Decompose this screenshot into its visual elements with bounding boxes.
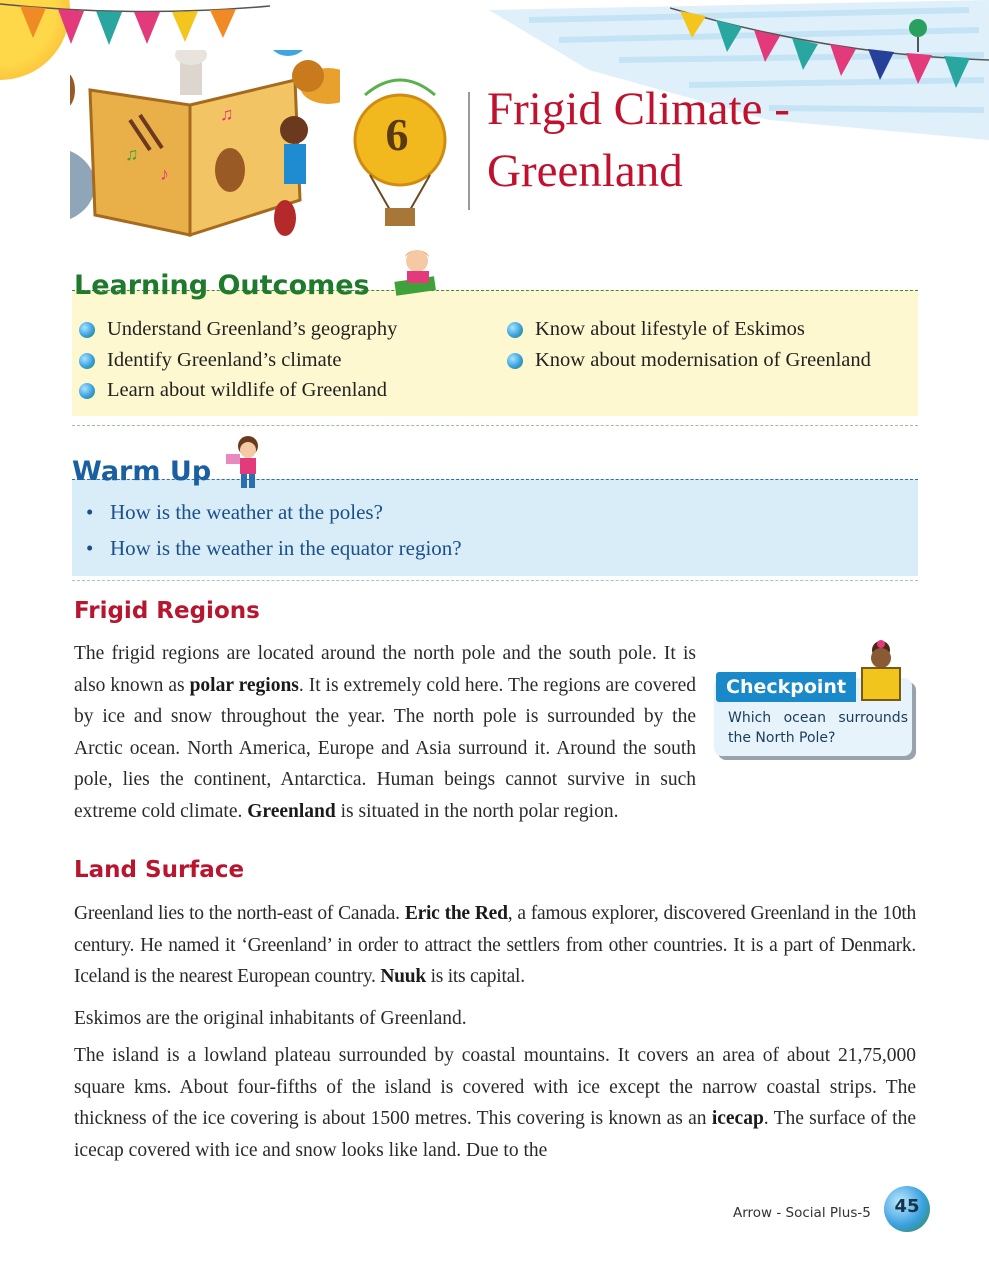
list-item: Learn about wildlife of Greenland (72, 375, 397, 406)
globe-bullet-icon (507, 353, 523, 369)
section-heading-land-surface: Land Surface (74, 857, 245, 883)
list-item: Know about lifestyle of Eskimos (500, 314, 871, 345)
chapter-title-line2: Greenland (487, 145, 683, 197)
list-item: Identify Greenland’s climate (72, 345, 397, 376)
learning-outcomes-list-right (500, 314, 871, 375)
globe-bullet-icon (507, 322, 523, 338)
checkpoint-box (712, 638, 922, 768)
frigid-regions-paragraph: Checkpoint Which ocean surrounds the North Pole? The frigid regions are located around the north pole and the south pole. It is also known as polar regions. It is extremely cold here. The regions are covered by ice and snow throughout the year. The north pole is surrounded by the Arctic ocean. North America, Europe and Asia surround it. Around the south pole, lies the continent, Antarctica. Human beings cannot survive in such extreme cold climate. Greenland is situated in the north polar region. (74, 638, 916, 827)
list-item: • How is the weather at the poles? (84, 494, 462, 530)
reading-girl-illustration (385, 247, 445, 299)
warm-up-list (84, 494, 462, 566)
chapter-title-line1: Frigid Climate - (487, 83, 790, 135)
divider (72, 580, 918, 581)
land-surface-paragraph-2: Eskimos are the original inhabitants of Greenland. (74, 1008, 467, 1029)
checkpoint-question: Which ocean surrounds the North Pole? (728, 710, 908, 746)
open-book-illustration (70, 50, 340, 250)
land-surface-paragraph-3: The island is a lowland plateau surrounded by coastal mountains. It covers an area of about 21,75,000 square kms. About four-fifths of the island is covered with ice except the narrow coastal strips. The thickness of the ice covering is about 1500 metres. This covering is known as an icecap. The surface of the icecap covered with ice and snow looks like land. Due to the (74, 1045, 916, 1161)
divider (72, 425, 918, 426)
chapter-header (0, 0, 989, 245)
footer-book-title: Arrow - Social Plus-5 (733, 1205, 871, 1221)
boy-with-flag-illustration (222, 432, 272, 492)
list-item: Understand Greenland’s geography (72, 314, 397, 345)
girl-in-box-illustration (856, 638, 906, 702)
title-divider (468, 92, 470, 210)
learning-outcomes-heading: Learning Outcomes (74, 270, 370, 301)
learning-outcomes-list-left (72, 314, 397, 406)
land-surface-paragraph-1: Greenland lies to the north-east of Canada. Eric the Red, a famous explorer, discovered Greenland in the 10th century. He named it ‘Greenland’ in order to attract the settlers from other countries. It is a part of Denmark. Iceland is the nearest European country. Nuuk is its capital. (74, 903, 917, 987)
globe-bullet-icon (79, 383, 95, 399)
chapter-number: 6 (385, 109, 409, 160)
globe-bullet-icon (79, 353, 95, 369)
list-item: • How is the weather in the equator region? (84, 530, 462, 566)
svg-text:♫: ♫ (220, 104, 234, 124)
svg-text:♪: ♪ (160, 164, 169, 184)
warm-up-heading: Warm Up (72, 456, 212, 487)
checkpoint-label: Checkpoint (716, 672, 856, 702)
page-number: 45 (894, 1196, 920, 1217)
section-heading-frigid-regions: Frigid Regions (74, 598, 260, 624)
chapter-title (487, 78, 947, 202)
list-item: Know about modernisation of Greenland (500, 345, 871, 376)
svg-text:♫: ♫ (125, 144, 139, 164)
globe-bullet-icon (79, 322, 95, 338)
